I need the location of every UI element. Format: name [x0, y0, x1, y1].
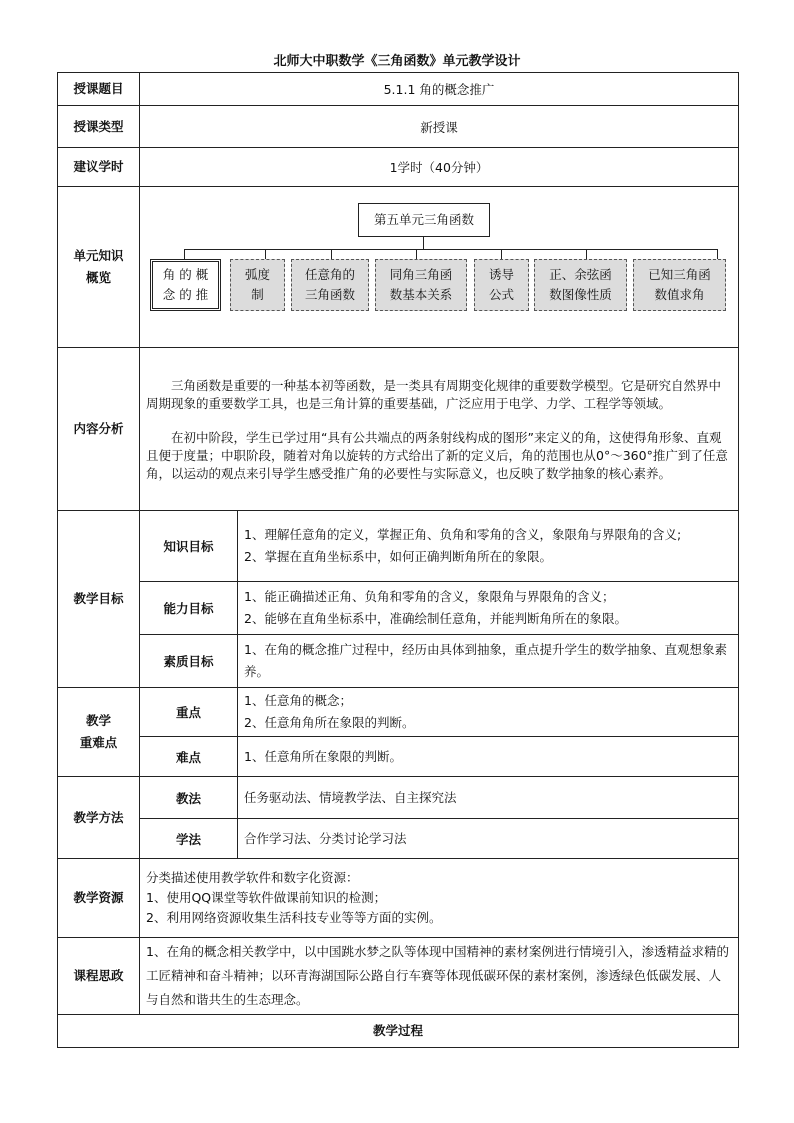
row-process — [58, 1015, 739, 1048]
resources-label: 教学资源 — [58, 859, 140, 938]
ideology-value: 1、在角的概念相关教学中，以中国跳水梦之队等体现中国精神的素材案例进行情境引入，渗透精益求精的工匠精神和奋斗精神；以环青海湖国际公路自行车赛等体现低碳环保的素材案例，渗透绿色低碳发展、人与自然和谐共生的生态理念。 — [140, 938, 739, 1015]
node-4-line1: 同角三角函 — [389, 267, 453, 282]
ability-goal-list — [238, 582, 739, 635]
node-4-line2: 数基本关系 — [389, 287, 453, 302]
learn-method-value: 合作学习法、分类讨论学习法 — [238, 819, 739, 859]
row-topic — [58, 73, 739, 106]
focus-label: 重点 — [140, 688, 238, 737]
ability-goal-item-1: 1、能正确描述正角、负角和零角的含义，象限角与界限角的含义； — [244, 589, 615, 604]
process-label: 教学过程 — [58, 1015, 739, 1048]
row-method-teach — [58, 777, 739, 819]
row-resources — [58, 859, 739, 938]
method-label: 教学方法 — [58, 777, 140, 859]
diagram-connector-3 — [331, 249, 332, 259]
type-value: 新授课 — [140, 106, 739, 148]
diagram-connector-4 — [416, 249, 417, 259]
knowledge-goal-item-2: 2、掌握在直角坐标系中，如何正确判断角所在的象限。 — [244, 549, 552, 564]
row-key-difficulty — [58, 737, 739, 777]
quality-goal-list — [238, 635, 739, 688]
document-title: 北师大中职数学《三角函数》单元教学设计 — [273, 54, 521, 69]
unit-diagram-cell — [140, 187, 739, 348]
node-6-line2: 数图像性质 — [549, 287, 612, 302]
diagram-node-6 — [534, 259, 627, 311]
ability-goal-label: 能力目标 — [140, 582, 238, 635]
diagram-root: 第五单元三角函数 — [358, 203, 490, 237]
node-3-line2: 三角函数 — [304, 287, 355, 302]
teach-method-label: 教法 — [140, 777, 238, 819]
diagram-connector-5 — [501, 249, 502, 259]
diagram-connector-6 — [586, 249, 587, 259]
diagram-node-5 — [474, 259, 529, 311]
type-label: 授课类型 — [58, 106, 140, 148]
knowledge-goal-list — [238, 511, 739, 582]
unit-label — [58, 187, 140, 348]
topic-label: 授课题目 — [58, 73, 140, 106]
resources-item-1: 1、使用QQ课堂等软件做课前知识的检测； — [146, 890, 387, 905]
difficulty-label: 难点 — [140, 737, 238, 777]
teach-method-value: 任务驱动法、情境教学法、自主探究法 — [238, 777, 739, 819]
ability-goal-item-2: 2、能够在直角坐标系中，准确绘制任意角，并能判断角所在的象限。 — [244, 611, 627, 626]
row-goal-knowledge — [58, 511, 739, 582]
diagram-connector-bar — [184, 249, 717, 250]
diagram-node-2 — [230, 259, 285, 311]
focus-list — [238, 688, 739, 737]
quality-goal-item-1: 1、在角的概念推广过程中，经历由具体到抽象，重点提升学生的数学抽象、直观想象素养。 — [244, 642, 727, 679]
knowledge-goal-item-1: 1、理解任意角的定义，掌握正角、负角和零角的含义，象限角与界限角的含义; — [244, 527, 682, 542]
topic-value: 5.1.1 角的概念推广 — [140, 73, 739, 106]
focus-item-2: 2、任意角角所在象限的判断。 — [244, 715, 415, 730]
node-5-line1: 诱导 — [488, 267, 514, 282]
diagram-connector-1 — [184, 249, 185, 259]
node-7-line1: 已知三角函 — [648, 267, 711, 282]
node-2-line2: 制 — [251, 287, 264, 302]
content-label: 内容分析 — [58, 348, 140, 511]
node-2-line1: 弧度 — [244, 267, 270, 282]
knowledge-goal-label: 知识目标 — [140, 511, 238, 582]
row-goal-quality — [58, 635, 739, 688]
hours-value: 1学时（40分钟） — [140, 148, 739, 187]
row-unit-overview — [58, 187, 739, 348]
diagram-connector-7 — [717, 249, 718, 259]
key-label-line1: 教学 — [85, 713, 111, 728]
row-content-analysis — [58, 348, 739, 511]
goals-label: 教学目标 — [58, 511, 140, 688]
row-key-focus — [58, 688, 739, 737]
node-1-line1: 角 的 概 — [162, 267, 209, 282]
row-hours — [58, 148, 739, 187]
diagram-node-3 — [291, 259, 369, 311]
row-method-learn — [58, 819, 739, 859]
content-paragraph-1: 三角函数是重要的一种基本初等函数，是一类具有周期变化规律的重要数学模型。它是研究自然界中周期现象的重要数学工具，也是三角计算的重要基础，广泛应用于电学、力学、工程学等领域。 — [146, 378, 722, 411]
resources-item-0: 分类描述使用教学软件和数字化资源： — [146, 870, 359, 885]
diagram-connector-stem — [423, 237, 424, 249]
focus-item-1: 1、任意角的概念； — [244, 693, 352, 708]
resources-list — [140, 859, 739, 938]
node-5-line2: 公式 — [488, 287, 514, 302]
resources-item-2: 2、利用网络资源收集生活科技专业等等方面的实例。 — [146, 910, 442, 925]
key-label-line2: 重难点 — [79, 735, 118, 750]
ideology-label: 课程思政 — [58, 938, 140, 1015]
diagram-node-7 — [633, 259, 726, 311]
row-type — [58, 106, 739, 148]
lesson-plan-table — [57, 72, 739, 1048]
key-label — [58, 688, 140, 777]
row-goal-ability — [58, 582, 739, 635]
diagram-node-4 — [375, 259, 467, 311]
difficulty-item-1: 1、任意角所在象限的判断。 — [244, 748, 402, 764]
unit-diagram — [140, 187, 738, 347]
difficulty-list — [238, 737, 739, 777]
unit-label-line1: 单元知识 — [73, 248, 124, 263]
node-6-line1: 正、余弦函 — [549, 267, 612, 282]
hours-label: 建议学时 — [58, 148, 140, 187]
node-1-line2: 念 的 推 — [162, 287, 209, 302]
quality-goal-label: 素质目标 — [140, 635, 238, 688]
node-7-line2: 数值求角 — [654, 287, 705, 302]
node-3-line1: 任意角的 — [304, 267, 355, 282]
diagram-connector-2 — [265, 249, 266, 259]
content-text — [140, 348, 739, 511]
row-ideology — [58, 938, 739, 1015]
content-paragraph-2: 在初中阶段，学生已学过用“具有公共端点的两条射线构成的图形”来定义的角，这使得角形象、直观且便于度量；中职阶段，随着对角以旋转的方式给出了新的定义后，角的范围也从0°～360°推广到了任意角，以运动的观点来引导学生感受推广角的必要性与实际意义，也反映了数学抽象的核心素养。 — [146, 430, 728, 481]
unit-label-line2: 概览 — [85, 270, 111, 285]
learn-method-label: 学法 — [140, 819, 238, 859]
diagram-node-1 — [150, 259, 221, 311]
